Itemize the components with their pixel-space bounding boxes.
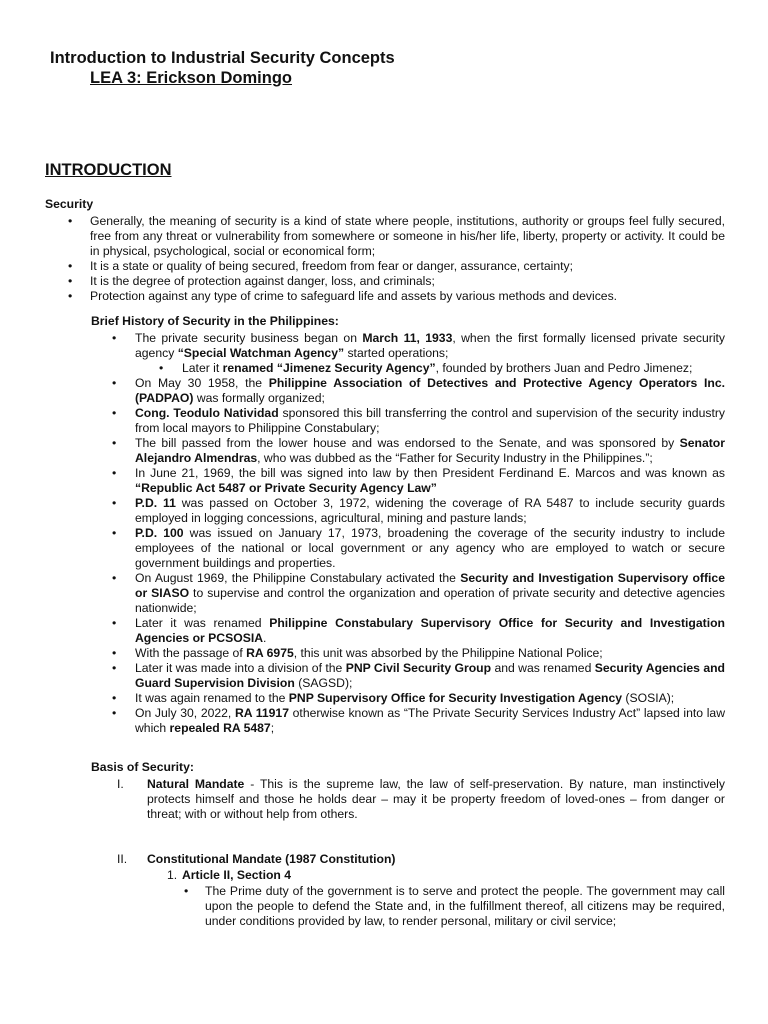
basis-heading: Basis of Security: xyxy=(91,760,194,774)
document-body xyxy=(45,197,725,929)
list-item: • The Prime duty of the government is to serve and protect the people. The government may call upon the people to defend the State and, in the fulfillment thereof, all citizens may be required, under conditions provided by law, to render personal, military or civil service; xyxy=(182,884,725,929)
text-bold: RA 6975 xyxy=(246,646,294,660)
text-run: . xyxy=(263,631,267,645)
text-run: otherwise known as “The Private Security Services Industry Act” lapsed into law which xyxy=(135,706,725,735)
text-bold: PNP Civil Security Group xyxy=(345,661,492,675)
text-run: On July 30, 2022, xyxy=(135,706,235,720)
text-run: , founded by brothers Juan and Pedro Jimenez; xyxy=(435,361,693,375)
history-sublist xyxy=(135,361,725,376)
text-bold: Security Agencies and Guard Supervision Division xyxy=(135,661,726,690)
list-item xyxy=(135,361,725,376)
list-item: • Protection against any type of crime to safeguard life and assets by various methods and devices. xyxy=(45,289,725,304)
basis-section xyxy=(91,760,725,929)
text-run: On May 30 1958, the xyxy=(135,376,269,390)
text-run: On August 1969, the Philippine Constabulary activated the xyxy=(135,571,461,585)
text-bold: P.D. 100 xyxy=(135,526,184,540)
text-bold: Philippine Constabulary Supervisory Office for Security and Investigation Agencies or PCSOSIA xyxy=(135,616,725,645)
text-bold: renamed “Jimenez Security Agency” xyxy=(222,361,436,375)
list-item xyxy=(91,406,725,436)
text-run: The private security business began on xyxy=(135,331,363,345)
text-run: Later it was renamed xyxy=(135,616,270,630)
text-run: was passed on October 3, 1972, widening the coverage of RA 5487 to include security guards employed in logging concessions, agricultural, mining and pasture lands; xyxy=(135,496,726,525)
list-item xyxy=(91,661,725,691)
list-item xyxy=(91,466,725,496)
text-bold: “Special Watchman Agency” xyxy=(177,346,345,360)
text-run: started operations; xyxy=(344,346,449,360)
text-run: (SOSIA); xyxy=(622,691,675,705)
list-item xyxy=(91,526,725,571)
text-run: In June 21, 1969, the bill was signed into law by then President Ferdinand E. Marcos and was known as xyxy=(135,466,725,480)
natural-mandate-text: - This is the supreme law, the law of self-preservation. By nature, man instinctively protects himself and those he holds dear – may it be property freedom of loved-ones – from danger or threat; with or without help from others. xyxy=(147,777,725,821)
article-list xyxy=(182,884,725,929)
history-section xyxy=(91,314,725,736)
list-item xyxy=(91,646,725,661)
text-run: was formally organized; xyxy=(193,391,325,405)
document-title: Introduction to Industrial Security Concepts xyxy=(50,49,395,67)
text-bold: P.D. 11 xyxy=(135,496,176,510)
list-item xyxy=(91,376,725,406)
text-run: ; xyxy=(270,721,275,735)
list-item: • It is a state or quality of being secured, freedom from fear or danger, assurance, certainty; xyxy=(45,259,725,274)
text-bold: Security and Investigation Supervisory office or SIASO xyxy=(135,571,725,600)
history-list xyxy=(91,331,725,736)
text-run: to supervise and control the organization and operation of private security and detective agencies nationwide; xyxy=(135,586,726,615)
article-number: 1. xyxy=(167,868,178,882)
natural-mandate xyxy=(91,777,725,822)
list-item xyxy=(91,691,725,706)
text-bold: “Republic Act 5487 or Private Security Agency Law” xyxy=(135,481,437,495)
text-run: With the passage of xyxy=(135,646,247,660)
text-bold: March 11, 1933 xyxy=(362,331,453,345)
article-item xyxy=(147,868,725,929)
list-item xyxy=(91,496,725,526)
text-bold: Cong. Teodulo Natividad xyxy=(135,406,279,420)
text-bold: repealed RA 5487 xyxy=(169,721,271,735)
introduction-heading: INTRODUCTION xyxy=(45,161,172,179)
list-item xyxy=(91,706,725,736)
list-item xyxy=(91,616,725,646)
text-run: It was again renamed to the xyxy=(135,691,289,705)
text-bold: Senator Alejandro Almendras xyxy=(135,436,725,465)
text-run: Later it xyxy=(182,361,223,375)
text-run: , this unit was absorbed by the Philippine National Police; xyxy=(293,646,603,660)
text-run: and was renamed xyxy=(491,661,595,675)
list-item xyxy=(91,331,725,376)
roman-numeral: I. xyxy=(117,777,124,791)
security-definition-list xyxy=(45,214,725,304)
article-title: Article II, Section 4 xyxy=(182,868,292,882)
constitutional-mandate xyxy=(91,852,725,929)
text-run: sponsored this bill transferring the control and supervision of the security industry from local mayors to Philippine Constabulary; xyxy=(135,406,725,435)
text-run: (SAGSD); xyxy=(294,676,353,690)
text-run: Later it was made into a division of the xyxy=(135,661,346,675)
text-bold: RA 11917 xyxy=(234,706,289,720)
roman-numeral: II. xyxy=(117,852,128,866)
natural-mandate-title: Natural Mandate xyxy=(147,777,245,791)
list-item: • Generally, the meaning of security is a kind of state where people, institutions, authority or groups feel fully secured, free from any threat or vulnerability from somewhere or someone in his/her life, liberty, property or activity. It could be in physical, psychological, social or economical form; xyxy=(45,214,725,259)
list-item xyxy=(91,436,725,466)
list-item xyxy=(91,571,725,616)
document-subtitle: LEA 3: Erickson Domingo xyxy=(90,69,292,87)
text-bold: PNP Supervisory Office for Security Investigation Agency xyxy=(288,691,623,705)
text-run: , when the first formally licensed private security agency xyxy=(135,331,726,360)
text-run: was issued on January 17, 1973, broadening the coverage of the security industry to include employees of the national or local government or any agency who are employed to watch or secure government buildings and properties. xyxy=(135,526,725,570)
list-item: • It is the degree of protection against danger, loss, and criminals; xyxy=(45,274,725,289)
constitutional-mandate-title: Constitutional Mandate (1987 Constitution) xyxy=(147,852,396,866)
history-heading: Brief History of Security in the Philippines: xyxy=(91,314,339,328)
text-bold: Philippine Association of Detectives and Protective Agency Operators Inc. (PADPAO) xyxy=(135,376,725,405)
text-run: The bill passed from the lower house and was endorsed to the Senate, and was sponsored by xyxy=(135,436,680,450)
text-run: , who was dubbed as the “Father for Security Industry in the Philippines.”; xyxy=(257,451,653,465)
security-label: Security xyxy=(45,197,94,211)
